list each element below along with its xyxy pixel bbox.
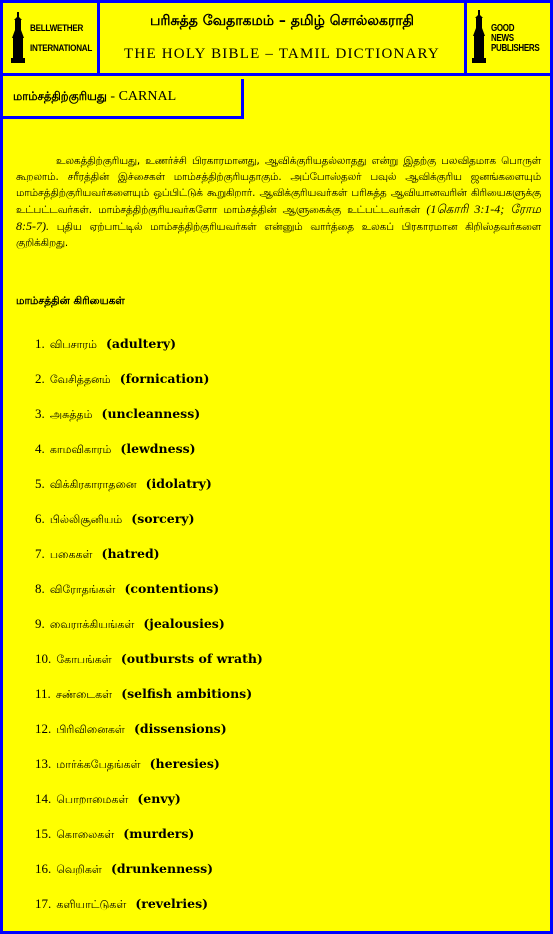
intro-text-b: புதிய ஏற்பாட்டில் மாம்சத்திற்குரியவர்கள் என்னும் வார்த்தை உலகப் பிரகாரமான கிறிஸ்தவர்களை குறிக்கிறது. [16,221,541,249]
item-english: (drunkenness) [110,861,214,876]
item-number: 11. [35,686,51,701]
logo-line-1: GOOD NEWS [490,23,514,44]
list-item [35,893,263,928]
list-item [35,753,263,788]
list-item [35,333,263,368]
item-number: 2. [35,371,45,386]
item-tamil: விரோதங்கள் [49,583,116,596]
item-english: (fornication) [119,371,210,386]
title-cell [100,3,467,76]
item-english: (revelries) [135,896,209,911]
logo-line-1: BELLWETHER [30,23,84,34]
item-english: (adultery) [106,336,177,351]
list-item [35,368,263,403]
list-item [35,788,263,823]
item-number: 4. [35,441,45,456]
list-item [35,718,263,753]
section-title: மாம்சத்தின் கிரியைகள் [16,295,125,307]
headword-tamil: மாம்சத்திற்குரியது [13,89,107,103]
logo-line-2: PUBLISHERS [490,43,539,54]
list-item [35,438,263,473]
intro-paragraph [16,153,541,251]
item-english: (murders) [123,826,195,841]
list-item [35,508,263,543]
item-number: 14. [35,791,52,806]
item-tamil: பிரிவினைகள் [56,723,125,736]
item-tamil: விக்கிரகாராதனை [49,478,137,491]
item-number: 17. [35,896,52,911]
item-number: 3. [35,406,45,421]
item-tamil: கோபங்கள் [56,653,112,666]
list-item [35,543,263,578]
title-tamil: பரிசுத்த வேதாகமம் – தமிழ் சொல்லகராதி [150,13,414,29]
item-tamil: களியாட்டுகள் [56,898,127,911]
item-tamil: விபசாரம் [49,338,97,351]
headword-separator: - [106,89,119,104]
list-item [35,683,263,718]
item-number: 9. [35,616,45,631]
item-tamil: மார்க்கபேதங்கள் [56,758,141,771]
good-news-logo [469,8,549,68]
item-tamil: பில்லிசூனியம் [49,513,123,526]
item-number: 6. [35,511,45,526]
item-english: (outbursts of wrath) [120,651,263,666]
title-english: THE HOLY BIBLE – TAMIL DICTIONARY [124,46,440,62]
list-item [35,473,263,508]
works-list [35,333,263,928]
list-item [35,823,263,858]
item-tamil: வைராக்கியங்கள் [49,618,135,631]
item-english: (heresies) [149,756,220,771]
item-english: (uncleanness) [101,406,201,421]
item-english: (sorcery) [131,511,195,526]
item-english: (idolatry) [145,476,212,491]
item-english: (jealousies) [143,616,225,631]
item-number: 15. [35,826,52,841]
item-tamil: பொறாமைகள் [56,793,129,806]
item-tamil: வெறிகள் [56,863,102,876]
list-item [35,403,263,438]
item-english: (selfish ambitions) [121,686,253,701]
item-tamil: சண்டைகள் [55,688,113,701]
list-item [35,613,263,648]
item-number: 7. [35,546,45,561]
scripture-reference: (1கொரி 3:1-4; ரோம 8:5-7). [16,202,541,233]
left-logo-cell [3,3,100,76]
item-english: (envy) [137,791,181,806]
headword-box [3,79,244,119]
intro-text-a: உலகத்திற்குரியது, உணர்ச்சி பிரகாரமானது, ஆவிக்குரியதல்லாதது என்று இதற்கு பலவிதமாக பொருள் கூறலாம். சரீரத்தின் இச்சைகள் மாம்சத்திற்குரியதாகும். அப்போஸ்தலர் பவுல் ஆவிக்குரிய ஜனங்களையும் மாம்சத்திற்குரியவர்களையும் ஒப்பிட்டுக் கூறுகிறார். ஆவிக்குரியவர்கள் பரிசுத்த ஆவியானவரின் கிரியைகளுக்கு உட்பட்டவர்கள். மாம்சத்திற்குரியவர்களோ மாம்சத்தின் ஆளுகைக்கு உட்பட்டவர்கள் [16,155,541,216]
item-number: 10. [35,651,52,666]
bell-tower-icon [10,8,93,68]
item-english: (contentions) [124,581,220,596]
item-tamil: கொலைகள் [56,828,115,841]
header [3,3,550,79]
item-number: 8. [35,581,45,596]
item-number: 5. [35,476,45,491]
item-number: 1. [35,336,45,351]
list-item [35,578,263,613]
logo-line-2: INTERNATIONAL [30,43,93,54]
item-number: 13. [35,756,52,771]
list-item [35,858,263,893]
bellwether-logo [10,8,93,68]
item-english: (lewdness) [120,441,196,456]
item-tamil: அசுத்தம் [49,408,93,421]
right-logo-cell [467,3,550,76]
item-english: (dissensions) [133,721,227,736]
headword [13,89,176,105]
item-tamil: வேசித்தனம் [49,373,111,386]
item-number: 12. [35,721,52,736]
list-item [35,648,263,683]
item-number: 16. [35,861,52,876]
item-tamil: பகைகள் [49,548,93,561]
item-tamil: காமவிகாரம் [49,443,112,456]
headword-english: CARNAL [118,89,177,104]
item-english: (hatred) [101,546,160,561]
